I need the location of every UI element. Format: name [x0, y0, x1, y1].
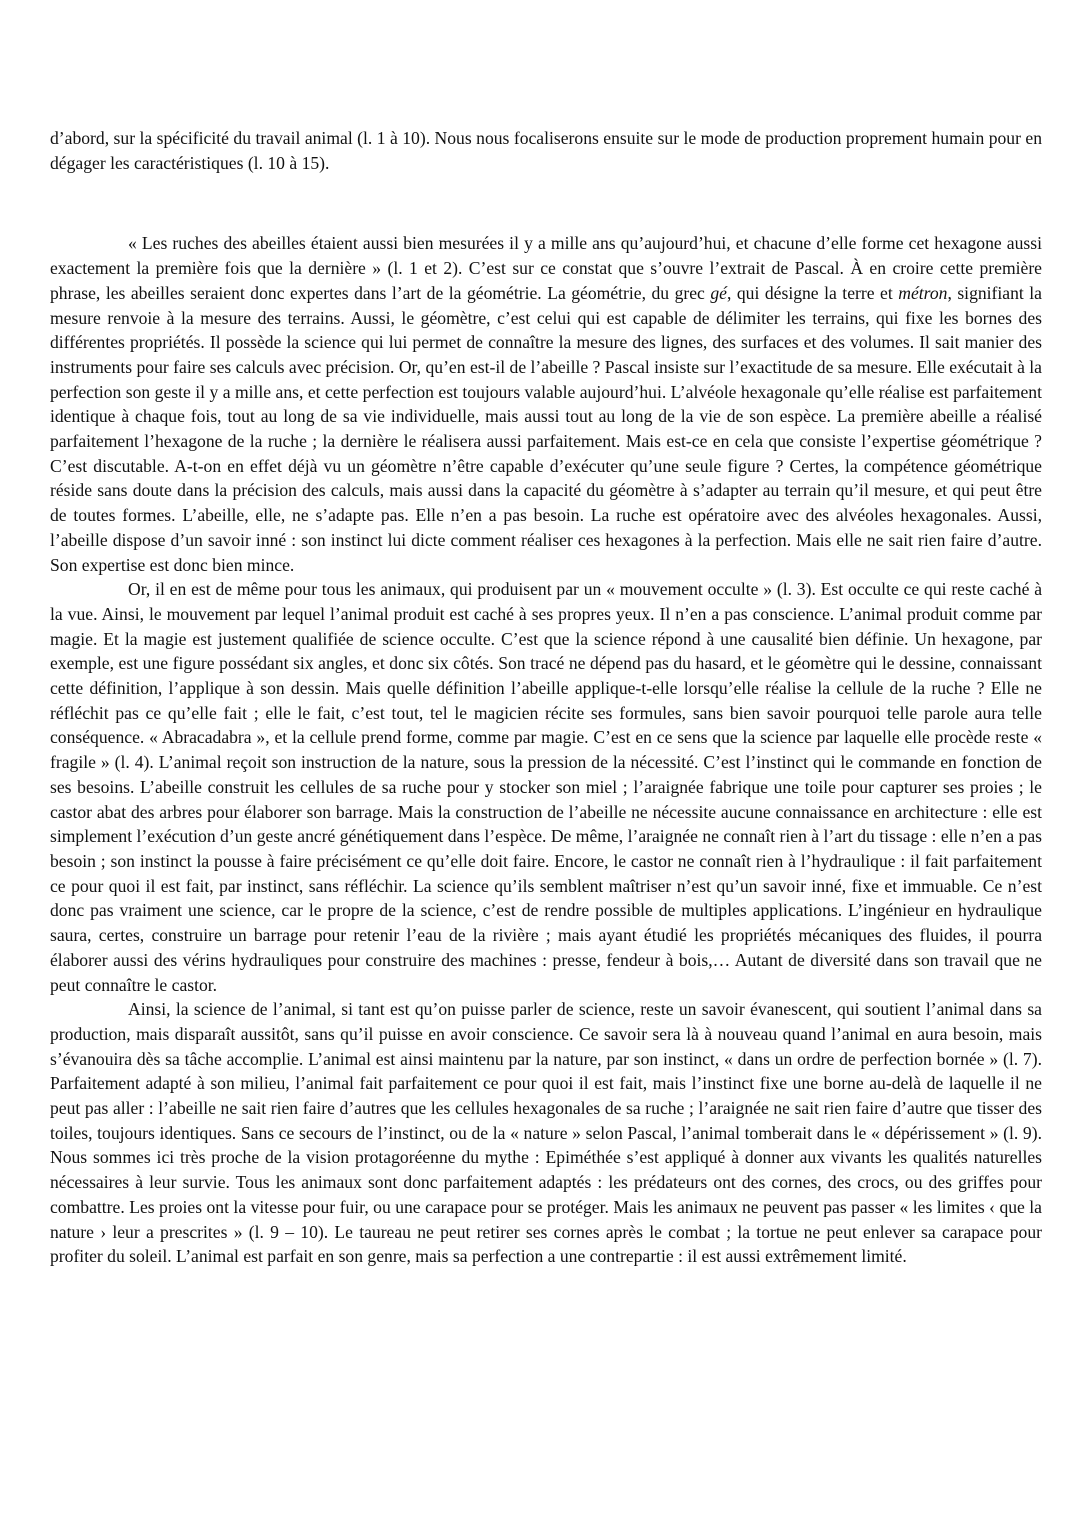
paragraph-spacer	[50, 175, 1042, 231]
greek-term-ge: gé	[710, 282, 727, 303]
paragraph-bees-geometry	[50, 231, 1042, 577]
paragraph-1-text-c: , signifiant la mesure renvoie à la mesure des terrains. Aussi, le géomètre, c’est celui qui est capable de délimiter les terrains, qui fixe les bornes des différentes propriétés. Il possède la science qui lui permet de connaître la mesure des lignes, des surfaces et des volumes. Il sait manier des instruments pour faire ses calculs avec précision. Or, qu’en est-il de l’abeille ? Pascal insiste sur l’exactitude de sa mesure. Elle exécutait à la perfection son geste il y a mille ans, et cette perfection est toujours valable aujourd’hui. L’alvéole hexagonale qu’elle réalise est parfaitement identique à chaque fois, tout au long de sa vie individuelle, mais aussi tout au long de la vie de son espèce. La première abeille a réalisé parfaitement l’hexagone de la ruche ; la dernière le réalisera aussi parfaitement. Mais est-ce en cela que consiste l’expertise géométrique ? C’est discutable. A-t-on en effet déjà vu un géomètre n’être capable d’exécuter qu’une seule figure ? Certes, la compétence géométrique réside sans doute dans la précision des calculs, mais aussi dans la capacité du géomètre à s’adapter au terrain qu’il mesure, et qui peut être de toutes formes. L’abeille, elle, ne s’adapte pas. Elle n’en a pas besoin. La ruche est opératoire avec des alvéoles hexagonales. Aussi, l’abeille dispose d’un savoir inné : son instinct lui dicte comment réaliser ces hexagones à la perfection. Mais elle ne sait rien faire d’autre. Son expertise est donc bien mince.	[50, 282, 1042, 575]
greek-term-metron: métron	[898, 282, 948, 303]
paragraph-animal-science: Ainsi, la science de l’animal, si tant est qu’on puisse parler de science, reste un savoir évanescent, qui soutient l’animal dans sa production, mais disparaît aussitôt, sans qu’il puisse en avoir conscience. Ce savoir sera là à nouveau quand l’animal en aura besoin, mais s’évanouira dès sa tâche accomplie. L’animal est ainsi maintenu par la nature, par son instinct, « dans un ordre de perfection bornée » (l. 7). Parfaitement adapté à son milieu, l’animal fait parfaitement ce pour quoi il est fait, mais l’instinct fixe une borne au-delà de laquelle il ne peut pas aller : l’abeille ne sait rien faire d’autres que les cellules hexagonales de sa ruche ; l’araignée ne sait rien faire d’autre que tisser des toiles, toujours identiques. Sans ce secours de l’instinct, ou de la « nature » selon Pascal, l’animal tomberait dans le « dépérissement » (l. 9). Nous sommes ici très proche de la vision protagoréenne du mythe : Epiméthée s’est appliqué à donner aux vivants les qualités naturelles nécessaires à leur survie. Tous les animaux sont donc parfaitement adaptés : les prédateurs ont des cornes, des crocs, ou des griffes pour combattre. Les proies ont la vitesse pour fuir, ou une carapace pour se protéger. Mais les animaux ne peuvent pas passer « les limites ‹ que la nature › leur a prescrites » (l. 9 – 10). Le taureau ne peut retirer ses cornes après le combat ; la tortue ne peut enlever sa carapace pour profiter du soleil. L’animal est parfait en son genre, mais sa perfection a une contrepartie : il est aussi extrêmement limité.	[50, 999, 1042, 1267]
document-page	[50, 126, 1042, 1269]
intro-paragraph: d’abord, sur la spécificité du travail animal (l. 1 à 10). Nous nous focaliserons ensuite sur le mode de production proprement humain pour en dégager les caractéristiques (l. 10 à 15).	[50, 128, 1042, 173]
paragraph-occult-movement: Or, il en est de même pour tous les animaux, qui produisent par un « mouvement occulte » (l. 3). Est occulte ce qui reste caché à la vue. Ainsi, le mouvement par lequel l’animal produit est caché à ses propres yeux. Il n’en a pas conscience. L’animal produit comme par magie. Et la magie est justement qualifiée de science occulte. C’est que la science répond à une causalité bien définie. Un hexagone, par exemple, est une figure possédant six angles, et donc six côtés. Son tracé ne dépend pas du hasard, et le géomètre qui le dessine, connaissant cette définition, l’applique à son dessin. Mais quelle définition l’abeille applique-t-elle lorsqu’elle réalise la cellule de la ruche ? Elle ne réfléchit pas ce qu’elle fait ; elle le fait, c’est tout, tel le magicien récite ses formules, sans bien savoir pourquoi telle parole aura telle conséquence. « Abracadabra », et la cellule prend forme, comme par magie. C’est en ce sens que la science par laquelle elle procède reste « fragile » (l. 4). L’animal reçoit son instruction de la nature, sous la pression de la nécessité. C’est l’instinct qui le commande en fonction de ses besoins. L’abeille construit les cellules de sa ruche pour y stocker son miel ; l’araignée fabrique une toile pour capturer ses proies ; le castor abat des arbres pour élaborer son barrage. Mais la construction de l’abeille ne nécessite aucune connaissance en architecture : elle est simplement l’exécution d’un geste ancré génétiquement dans l’espèce. De même, l’araignée ne connaît rien à l’art du tissage : elle n’en a pas besoin ; son instinct la pousse à faire précisément ce qu’elle doit faire. Encore, le castor ne connaît rien à l’hydraulique : il fait parfaitement ce pour quoi il est fait, par instinct, sans réfléchir. La science qu’ils semblent maîtriser n’est qu’un savoir inné, fixe et immuable. Ce n’est donc pas vraiment une science, car le propre de la science, c’est de rendre possible de multiples applications. L’ingénieur en hydraulique saura, certes, construire un barrage pour retenir l’eau de la rivière ; mais ayant étudié les propriétés mécaniques des fluides, il pourra élaborer aussi des vérins hydrauliques pour construire des machines : presse, fendeur à bois,… Autant de diversité dans son travail que ne peut connaître le castor.	[50, 579, 1042, 995]
paragraph-1-text-a: « Les ruches des abeilles étaient aussi bien mesurées il y a mille ans qu’aujourd’hui, et chacune d’elle forme cet hexagone aussi exactement la première fois que la dernière » (l. 1 et 2). C’est sur ce constat que s’ouvre l’extrait de Pascal. À en croire cette première phrase, les abeilles seraient donc expertes dans l’art de la géométrie. La géométrie, du grec	[50, 233, 1042, 303]
paragraph-1-text-b: , qui désigne la terre et	[726, 282, 899, 303]
